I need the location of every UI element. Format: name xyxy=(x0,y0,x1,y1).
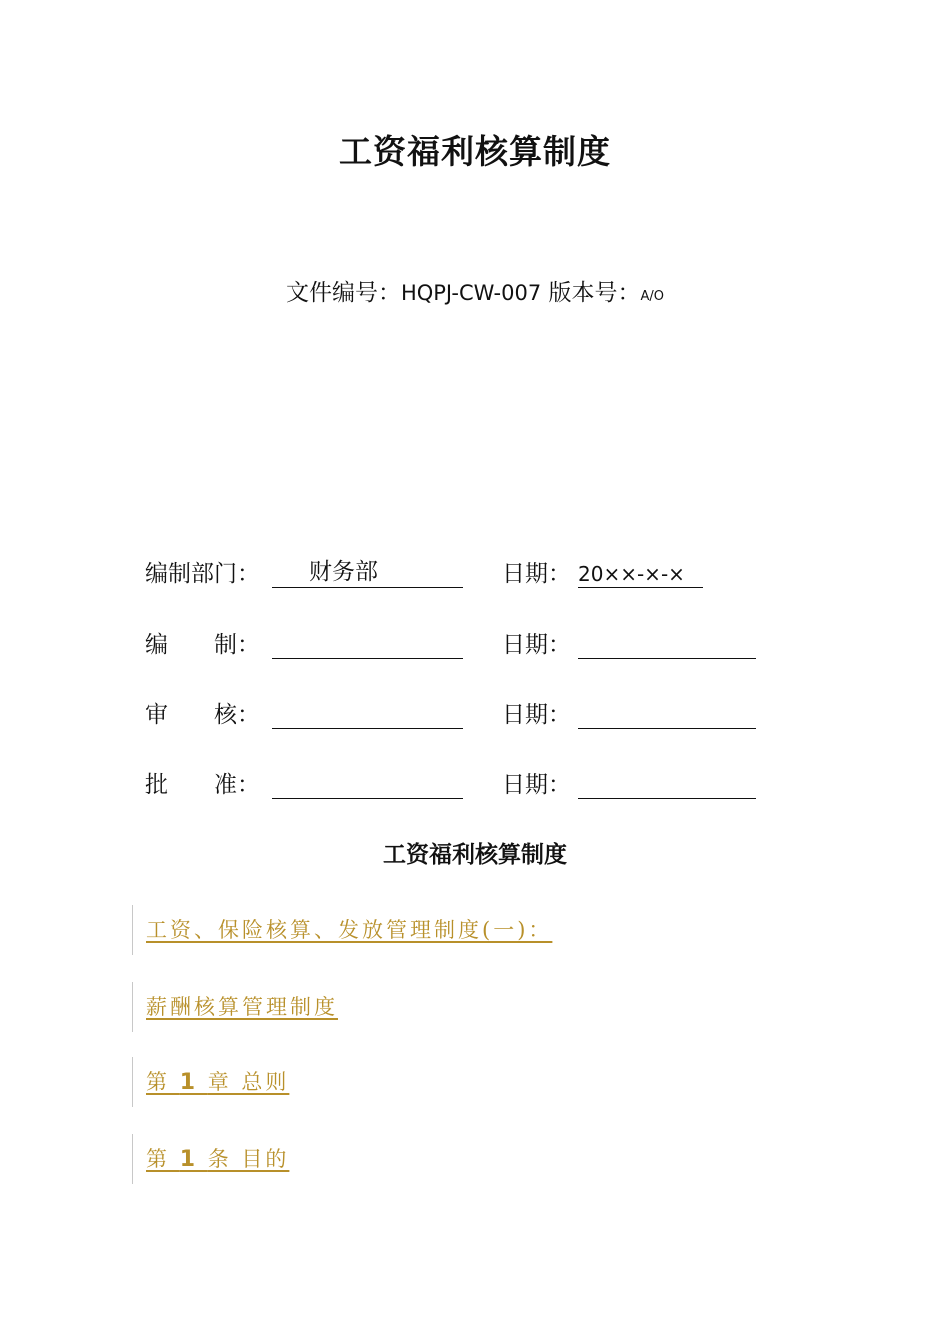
reviewed-date-field[interactable] xyxy=(578,698,756,729)
toc-item xyxy=(132,1134,289,1184)
toc-item xyxy=(132,1057,289,1107)
prepared-field[interactable] xyxy=(272,628,463,659)
file-info xyxy=(0,276,950,314)
version-label: 版本号： xyxy=(548,280,641,306)
department-value: 财务部 xyxy=(309,559,378,585)
section-title: 工资福利核算制度 xyxy=(383,841,567,868)
department-date[interactable]: 20××-×-× xyxy=(578,557,703,588)
toc-suffix: 条 目的 xyxy=(207,1147,290,1171)
approved-label: 批 准： xyxy=(145,772,260,798)
reviewed-field[interactable] xyxy=(272,698,463,729)
toc-link-chapter-1[interactable] xyxy=(146,1067,289,1098)
toc-prefix: 第 xyxy=(146,1070,170,1094)
signoff-row-reviewed xyxy=(145,698,795,732)
file-number-label: 文件编号： xyxy=(285,280,401,306)
toc-link-article-1[interactable] xyxy=(146,1144,289,1175)
approved-field[interactable] xyxy=(272,768,463,799)
signoff-row-department xyxy=(145,557,795,591)
prepared-date-field[interactable] xyxy=(578,628,756,659)
signoff-row-approved xyxy=(145,768,795,802)
prepared-label: 编 制： xyxy=(145,632,260,658)
toc-number: 1 xyxy=(179,1147,198,1172)
date-label: 日期： xyxy=(502,772,571,798)
toc-item xyxy=(132,982,338,1032)
toc-link-salary-accounting[interactable]: 薪酬核算管理制度 xyxy=(146,995,338,1019)
reviewed-label: 审 核： xyxy=(145,702,260,728)
date-label: 日期： xyxy=(502,632,571,658)
date-label: 日期： xyxy=(502,561,571,587)
date-label: 日期： xyxy=(502,702,571,728)
approved-date-field[interactable] xyxy=(578,768,756,799)
version-number: A/O xyxy=(640,289,665,304)
toc-suffix: 章 总则 xyxy=(207,1070,290,1094)
toc-link-wage-insurance[interactable]: 工资、保险核算、发放管理制度(一)： xyxy=(146,918,553,942)
department-label: 编制部门： xyxy=(145,561,260,587)
document-title: 工资福利核算制度 xyxy=(339,132,611,171)
file-number: HQPJ-CW-007 xyxy=(400,281,542,305)
toc-prefix: 第 xyxy=(146,1147,170,1171)
signoff-row-prepared xyxy=(145,628,795,662)
toc-item xyxy=(132,905,552,955)
department-field[interactable] xyxy=(272,557,463,588)
toc-number: 1 xyxy=(179,1070,198,1095)
